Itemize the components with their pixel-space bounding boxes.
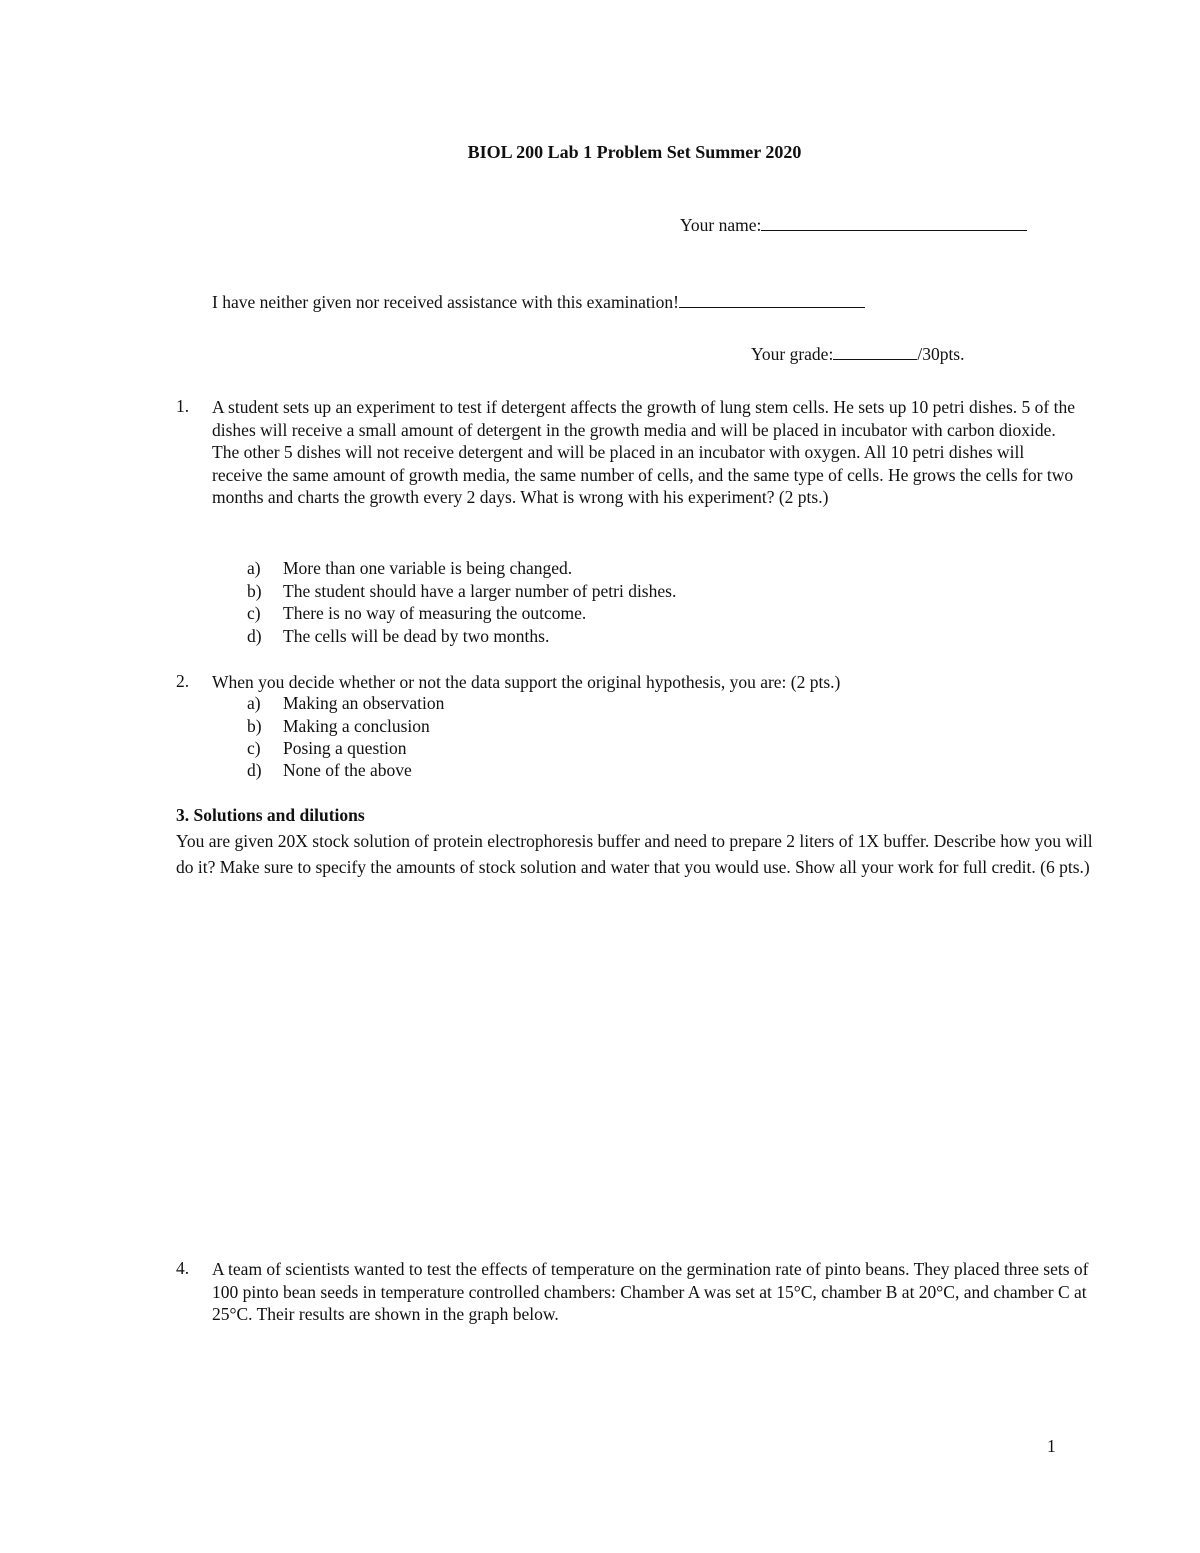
- q1-option-d[interactable]: [247, 626, 549, 647]
- option-text: The cells will be dead by two months.: [283, 626, 550, 646]
- honor-statement-row: [212, 291, 865, 313]
- q2-option-a[interactable]: [247, 693, 444, 714]
- option-text: There is no way of measuring the outcome.: [283, 603, 587, 623]
- q2-option-d[interactable]: [247, 760, 412, 781]
- q4-text: A team of scientists wanted to test the effects of temperature on the germination rate of pinto beans. They placed three sets of 100 pinto bean seeds in temperature controlled chambers: Chamber A was set at 15°C, chamber B at 20°C, and chamber C at 25°C. Their results are shown in the graph below.: [212, 1259, 1089, 1324]
- option-letter: d): [247, 626, 262, 646]
- honor-signature-line[interactable]: [679, 291, 865, 308]
- q2-text: When you decide whether or not the data support the original hypothesis, you are: (2 pts.): [212, 672, 841, 692]
- q2-number: 2.: [176, 671, 190, 691]
- option-text: The student should have a larger number of petri dishes.: [283, 581, 677, 601]
- option-letter: a): [247, 558, 261, 578]
- q1-option-b[interactable]: [247, 581, 676, 602]
- option-text: Making an observation: [283, 693, 445, 713]
- option-text: More than one variable is being changed.: [283, 558, 573, 578]
- grade-suffix: /30pts.: [917, 344, 965, 364]
- option-letter: c): [247, 603, 261, 623]
- grade-row: [751, 343, 965, 365]
- grade-label: Your grade:: [751, 344, 834, 364]
- q3-heading: 3. Solutions and dilutions: [176, 805, 365, 825]
- q1-text: A student sets up an experiment to test if detergent affects the growth of lung stem cells. He sets up 10 petri dishes. 5 of the dishes will receive a small amount of detergent in the growth media and will be placed in incubator with carbon dioxide. The other 5 dishes will not receive detergent and will be placed in an incubator with oxygen. All 10 petri dishes will receive the same amount of growth media, the same number of cells, and the same type of cells. He grows the cells for two months and charts the growth every 2 days. What is wrong with his experiment? (2 pts.): [212, 397, 1075, 507]
- option-letter: d): [247, 760, 262, 780]
- q1-option-c[interactable]: [247, 603, 586, 624]
- honor-statement: I have neither given nor received assistance with this examination!: [212, 292, 679, 312]
- q3-answer-space[interactable]: [176, 915, 1101, 1245]
- option-text: Making a conclusion: [283, 716, 430, 736]
- option-letter: a): [247, 693, 261, 713]
- q2-option-b[interactable]: [247, 716, 430, 737]
- q2-option-c[interactable]: [247, 738, 406, 759]
- option-text: Posing a question: [283, 738, 407, 758]
- option-letter: b): [247, 716, 262, 736]
- q1-number: 1.: [176, 396, 190, 416]
- option-letter: c): [247, 738, 261, 758]
- grade-blank-line[interactable]: [833, 343, 917, 360]
- q1-option-a[interactable]: [247, 558, 572, 579]
- option-text: None of the above: [283, 760, 412, 780]
- name-label: Your name:: [680, 215, 762, 235]
- name-field-row: [680, 214, 1027, 236]
- document-title: BIOL 200 Lab 1 Problem Set Summer 2020: [467, 142, 802, 162]
- page-number: 1: [1047, 1436, 1056, 1456]
- name-blank-line[interactable]: [761, 214, 1027, 231]
- q4-number: 4.: [176, 1258, 190, 1278]
- q3-text: You are given 20X stock solution of protein electrophoresis buffer and need to prepare 2 liters of 1X buffer. Describe how you will do it? Make sure to specify the amounts of stock solution and water that you would use. Show all your work for full credit. (6 pts.): [176, 831, 1093, 877]
- option-letter: b): [247, 581, 262, 601]
